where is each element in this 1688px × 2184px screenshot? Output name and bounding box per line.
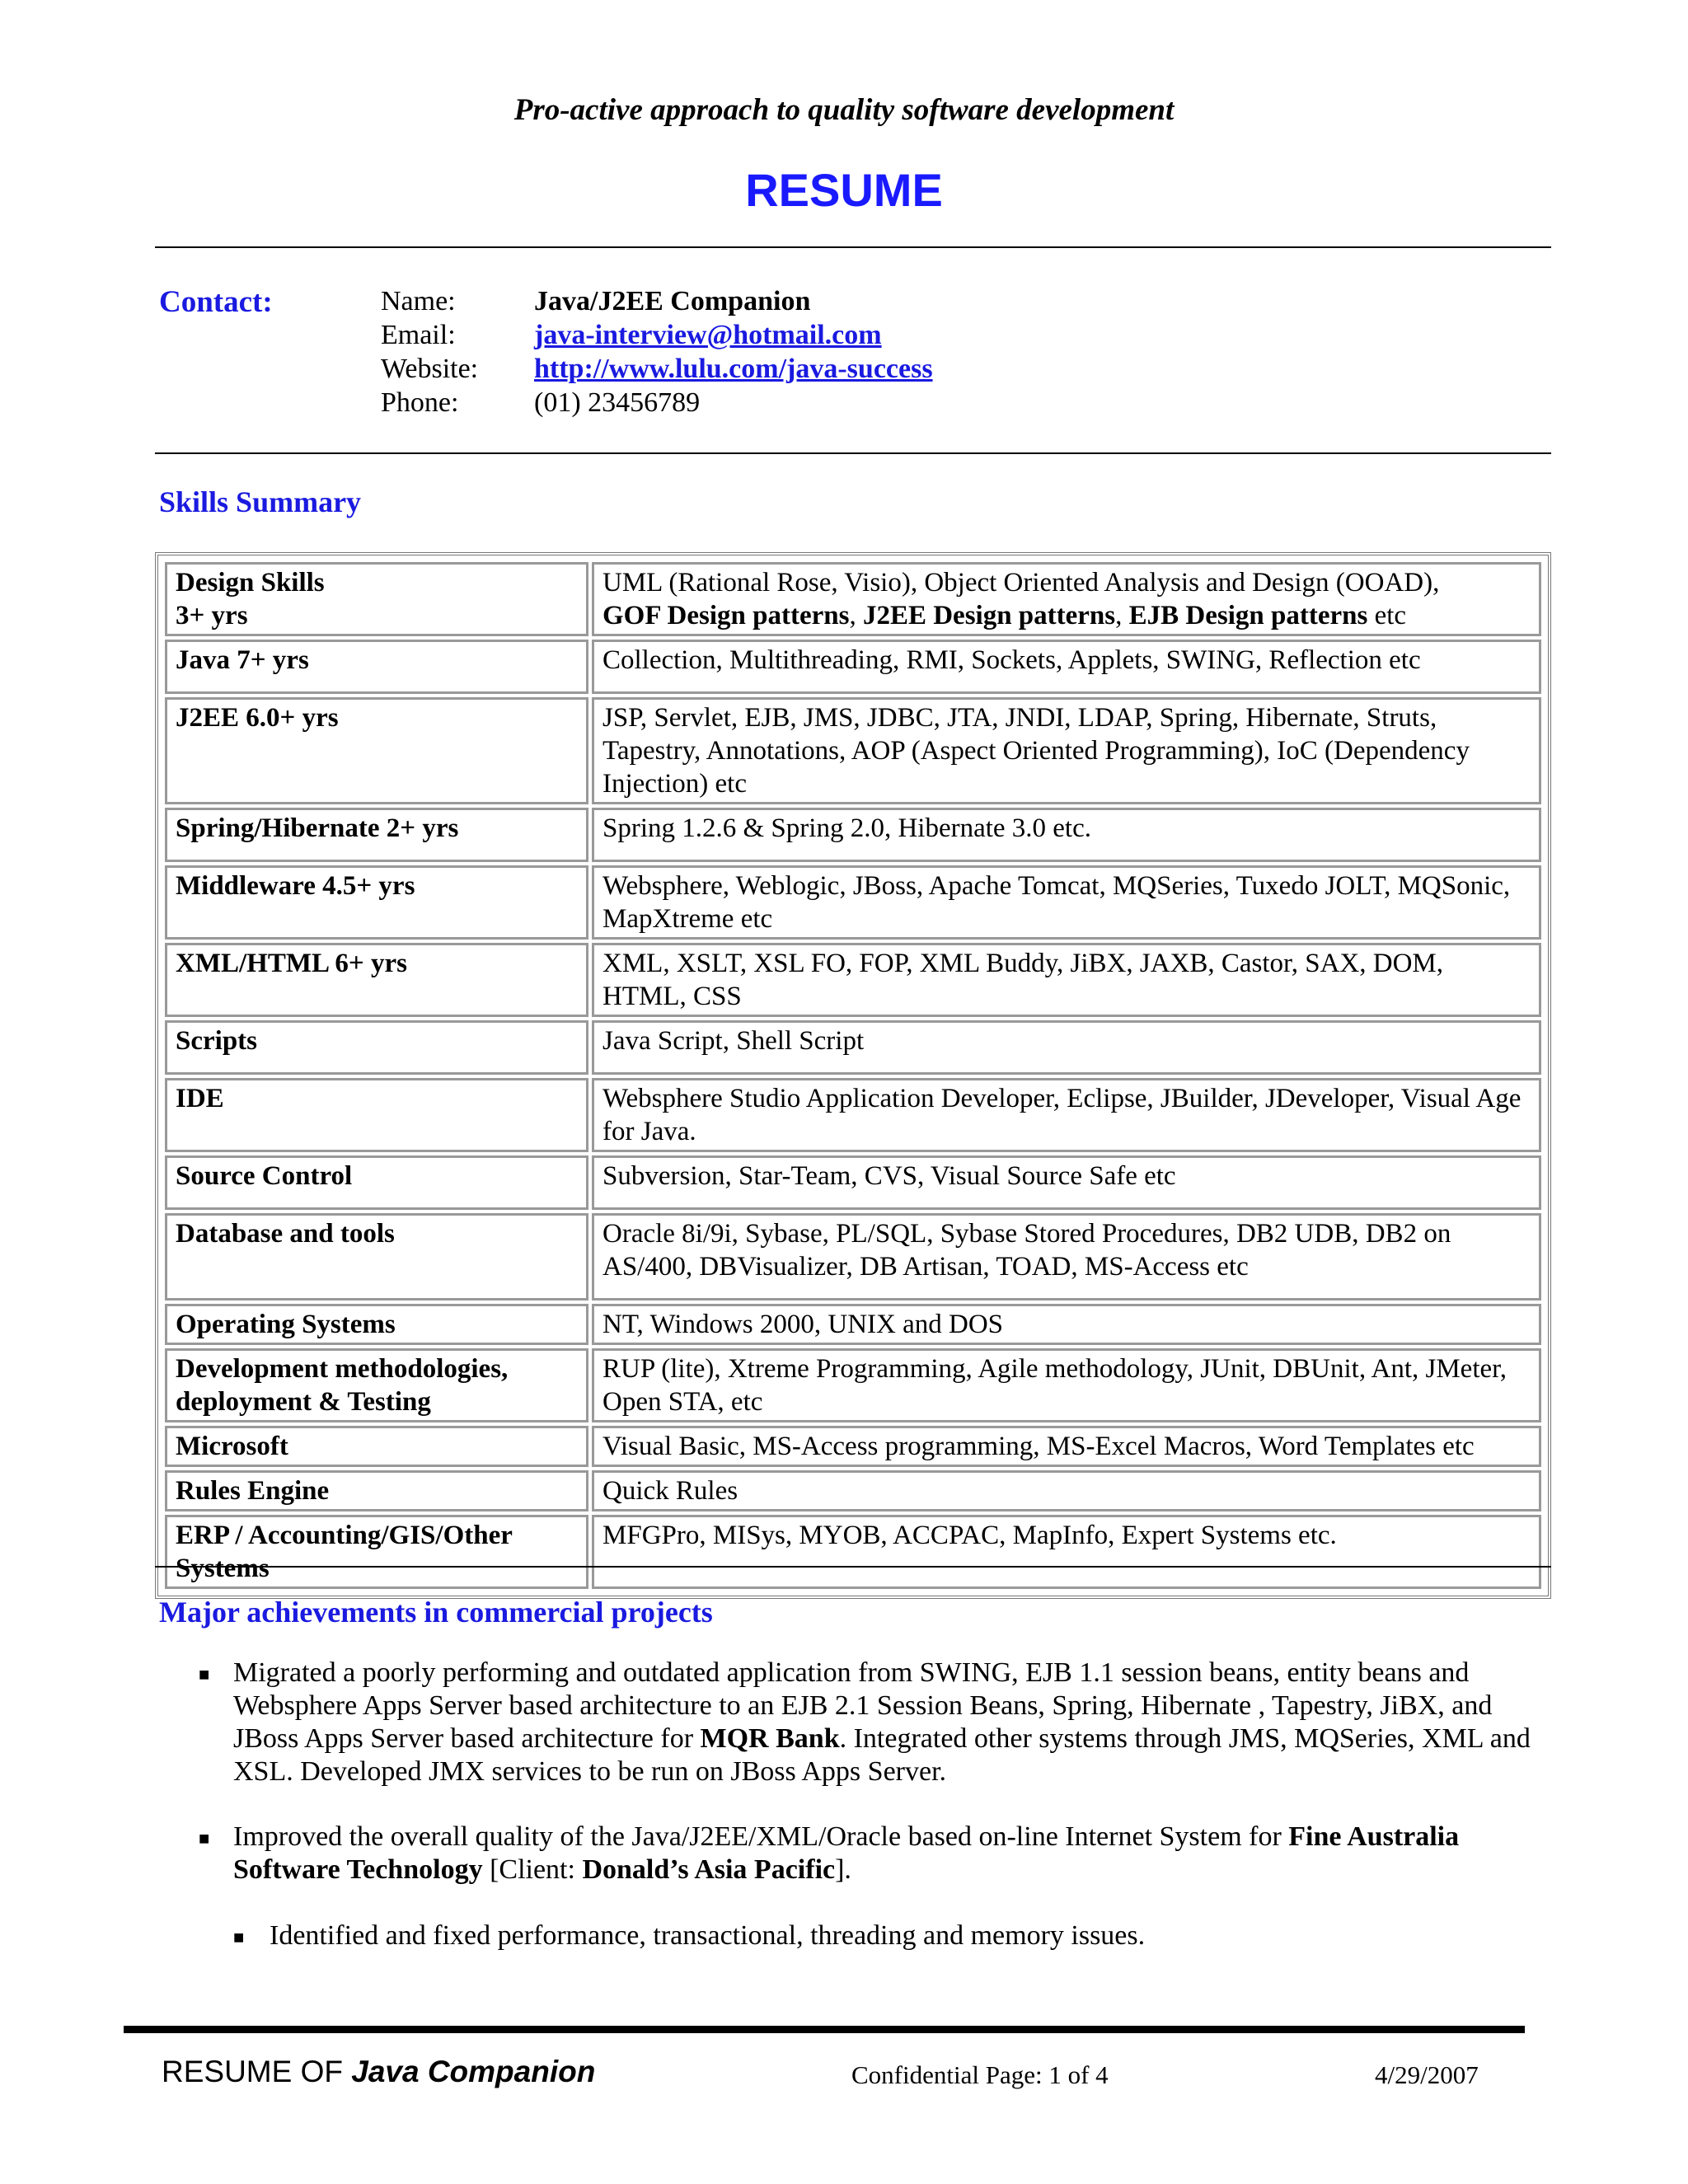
contact-key: Phone: (381, 387, 459, 418)
skills-row (165, 865, 1541, 940)
skills-row (165, 1020, 1541, 1075)
contact-phone: (01) 23456789 (534, 387, 701, 418)
achievement-text: Improved the overall quality of the Java/J2EE/XML/Oracle based on-line Internet System for (233, 1821, 1289, 1852)
skills-heading: Skills Summary (159, 485, 362, 518)
achievements-heading: Major achievements in commercial projects (159, 1596, 713, 1629)
skill-category: J2EE 6.0+ yrs (165, 697, 588, 804)
skill-details: Quick Rules (592, 1470, 1541, 1511)
skills-row (165, 1515, 1541, 1589)
skill-category: Database and tools (165, 1213, 588, 1301)
skill-category: IDE (165, 1078, 588, 1152)
page-title: RESUME (745, 164, 943, 216)
contact-key: Email: (381, 320, 456, 350)
contact-name: Java/J2EE Companion (534, 286, 811, 316)
skill-category: Development methodologies, deployment & Testing (165, 1348, 588, 1422)
skills-row (165, 1304, 1541, 1345)
divider-top (155, 246, 1551, 248)
achievement-subitem-1: Identified and fixed performance, transactional, threading and memory issues. (270, 1920, 1146, 1951)
skills-row (165, 1426, 1541, 1467)
skill-details: Java Script, Shell Script (592, 1020, 1541, 1075)
skill-category: ERP / Accounting/GIS/Other Systems (165, 1515, 588, 1589)
contact-key: Website: (381, 354, 479, 384)
skill-details: Visual Basic, MS-Access programming, MS-Excel Macros, Word Templates etc (592, 1426, 1541, 1467)
footer-divider (124, 2026, 1525, 2033)
skill-details: Websphere, Weblogic, JBoss, Apache Tomcat, MQSeries, Tuxedo JOLT, MQSonic, MapXtreme etc (592, 865, 1541, 940)
skills-row (165, 1470, 1541, 1511)
footer-page-number: Confidential Page: 1 of 4 (851, 2060, 1109, 2089)
achievement-text: ]. (835, 1854, 851, 1885)
skill-details: MFGPro, MISys, MYOB, ACCPAC, MapInfo, Expert Systems etc. (592, 1515, 1541, 1589)
client-name: Donald’s Asia Pacific (582, 1854, 836, 1885)
skill-category: Operating Systems (165, 1304, 588, 1345)
skills-table (155, 552, 1551, 1599)
skills-row (165, 808, 1541, 862)
skills-row (165, 1348, 1541, 1422)
skill-details: Spring 1.2.6 & Spring 2.0, Hibernate 3.0 etc. (592, 808, 1541, 862)
skills-row (165, 1213, 1541, 1301)
email-link[interactable]: java-interview@hotmail.com (534, 320, 882, 350)
skills-row (165, 697, 1541, 804)
achievement-text: [Client: (482, 1854, 583, 1885)
company-name: Fine Australia Software Technology (233, 1821, 1460, 1885)
footer-prefix: RESUME OF (162, 2055, 352, 2088)
achievement-item-2 (233, 1821, 1552, 1886)
skill-category: Spring/Hibernate 2+ yrs (165, 808, 588, 862)
skill-category: Design Skills 3+ yrs (165, 562, 588, 636)
footer-name: Java Companion (351, 2055, 596, 2088)
contact-row-phone (381, 386, 700, 419)
bullet-icon: ■ (199, 1828, 210, 1849)
achievement-text: Migrated a poorly performing and outdated application from SWING, EJB 1.1 session beans, entity beans and Websphere Apps Server based architecture to an EJB 2.1 Session Beans, Spring, Hibernate , Tapestry, JiBX, and JBoss Apps Server based architecture for (233, 1657, 1493, 1754)
contact-row-website (381, 352, 933, 386)
skill-details: RUP (lite), Xtreme Programming, Agile methodology, JUnit, DBUnit, Ant, JMeter, Open STA, etc (592, 1348, 1541, 1422)
skill-details: Subversion, Star-Team, CVS, Visual Source Safe etc (592, 1155, 1541, 1210)
bullet-icon: ■ (233, 1927, 245, 1947)
contact-label: Contact: (159, 285, 273, 319)
skills-row (165, 640, 1541, 694)
skill-category: Java 7+ yrs (165, 640, 588, 694)
skill-details: NT, Windows 2000, UNIX and DOS (592, 1304, 1541, 1345)
skill-details: XML, XSLT, XSL FO, FOP, XML Buddy, JiBX, JAXB, Castor, SAX, DOM, HTML, CSS (592, 943, 1541, 1017)
skill-details: Collection, Multithreading, RMI, Sockets, Applets, SWING, Reflection etc (592, 640, 1541, 694)
client-name: MQR Bank (700, 1723, 840, 1754)
divider-skills (155, 1566, 1551, 1568)
footer-resume-of (162, 2055, 595, 2089)
skill-category: Microsoft (165, 1426, 588, 1467)
skill-category: Rules Engine (165, 1470, 588, 1511)
skill-category: Source Control (165, 1155, 588, 1210)
skills-row (165, 562, 1541, 636)
skill-details: UML (Rational Rose, Visio), Object Oriented Analysis and Design (OOAD), GOF Design patterns, J2EE Design patterns, EJB Design patterns etc (592, 562, 1541, 636)
contact-row-email (381, 318, 882, 352)
skill-details: JSP, Servlet, EJB, JMS, JDBC, JTA, JNDI, LDAP, Spring, Hibernate, Struts, Tapestry, Annotations, AOP (Aspect Oriented Programming), IoC (Dependency Injection) etc (592, 697, 1541, 804)
skill-details: Websphere Studio Application Developer, Eclipse, JBuilder, JDeveloper, Visual Age for Java. (592, 1078, 1541, 1152)
skills-row (165, 1078, 1541, 1152)
skill-category: XML/HTML 6+ yrs (165, 943, 588, 1017)
footer-date: 4/29/2007 (1375, 2060, 1479, 2089)
achievement-text: . Integrated other systems through JMS, MQSeries, XML and XSL. Developed JMX services to be run on JBoss Apps Server. (233, 1723, 1531, 1787)
divider-contact (155, 452, 1551, 454)
bullet-icon: ■ (199, 1664, 210, 1685)
achievement-item-1 (233, 1657, 1552, 1788)
contact-key: Name: (381, 286, 456, 316)
skills-row (165, 943, 1541, 1017)
skill-category: Middleware 4.5+ yrs (165, 865, 588, 940)
contact-row-name (381, 284, 810, 318)
website-link[interactable]: http://www.lulu.com/java-success (534, 354, 933, 384)
skill-details: Oracle 8i/9i, Sybase, PL/SQL, Sybase Stored Procedures, DB2 UDB, DB2 on AS/400, DBVisualizer, DB Artisan, TOAD, MS-Access etc (592, 1213, 1541, 1301)
skills-row (165, 1155, 1541, 1210)
tagline: Pro-active approach to quality software development (513, 93, 1175, 127)
skill-category: Scripts (165, 1020, 588, 1075)
